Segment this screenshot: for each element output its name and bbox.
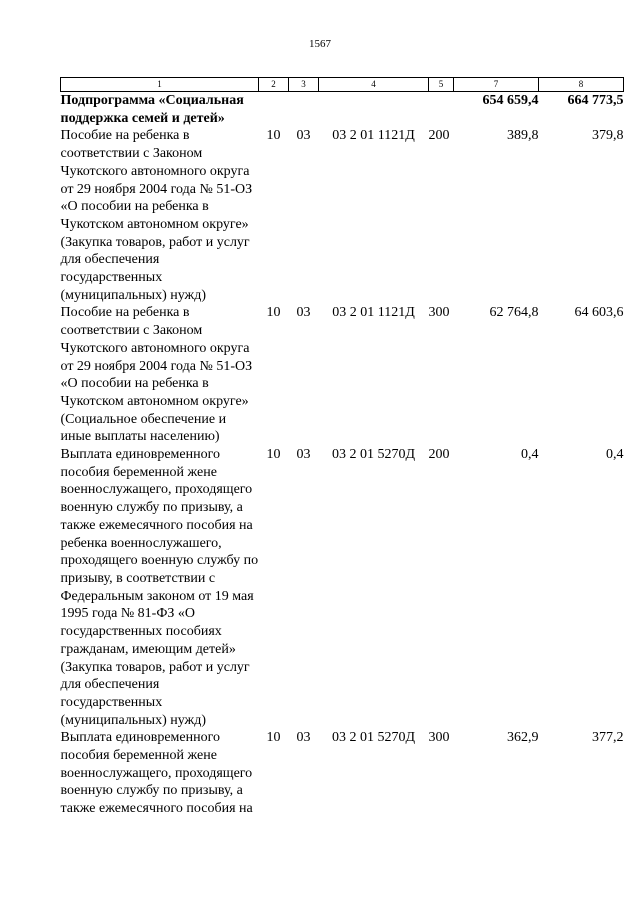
column-number-header-row <box>61 78 624 92</box>
column-header-8: 8 <box>539 78 624 92</box>
column-header-2: 2 <box>259 78 289 92</box>
row-name: Выплата единовременного пособия беременной жене военнослужащего, проходящего военную службу по призыву, а также ежемесячного пособия на ребенка военнослужашего, проходящего военную службу по призыву, в соответствии с Федеральным законом от 19 мая 1995 года № 81-ФЗ «О государственных пособиях гражданам, имеющим детей» (Закупка товаров, работ и услуг для обеспечения государственных (муниципальных) нужд) <box>60 447 259 728</box>
row-amount-col7: 362,9 <box>507 730 539 746</box>
row-section: 10 <box>266 730 281 746</box>
row-expense-type: 200 <box>428 128 450 144</box>
row-name: Пособие на ребенка в соответствии с Законом Чукотского автономного округа от 29 ноября 2004 года № 51-ОЗ «О пособии на ребенка в Чукотском автономном округе» (Социальное обеспечение и иные выплаты населению) <box>60 305 253 445</box>
row-expense-type: 300 <box>428 730 450 746</box>
row-expense-type: 300 <box>428 305 450 321</box>
row-name: Пособие на ребенка в соответствии с Законом Чукотского автономного округа от 29 ноября 2004 года № 51-ОЗ «О пособии на ребенка в Чукотском автономном округе» (Закупка товаров, работ и услуг для обеспечения государственных (муниципальных) нужд) <box>60 128 253 303</box>
table-row <box>61 304 624 446</box>
row-target-code: 03 2 01 1121Д <box>332 305 415 321</box>
row-name: Выплата единовременного пособия беременной жене военнослужащего, проходящего военную службу по призыву, а также ежемесячного пособия на <box>60 730 253 817</box>
row-target-code: 03 2 01 5270Д <box>331 730 416 746</box>
row-amount-col7: 389,8 <box>507 128 539 144</box>
row-expense-type <box>429 92 454 128</box>
row-target-code <box>319 92 429 128</box>
row-expense-type: 200 <box>428 447 450 463</box>
row-section <box>259 92 289 128</box>
row-section: 10 <box>266 128 281 144</box>
table-row <box>61 729 624 818</box>
row-subsection <box>289 92 319 128</box>
row-amount-col8: 379,8 <box>592 128 624 144</box>
table-row <box>61 446 624 729</box>
row-amount-col7: 0,4 <box>521 447 539 463</box>
row-target-code: 03 2 01 1121Д <box>332 128 415 144</box>
page-number: 1567 <box>309 38 331 50</box>
row-amount-col8: 64 603,6 <box>574 305 624 321</box>
column-header-4: 4 <box>319 78 429 92</box>
column-header-7: 7 <box>454 78 539 92</box>
budget-table <box>60 77 624 818</box>
table-row <box>61 127 624 304</box>
row-amount-col7: 654 659,4 <box>482 93 539 108</box>
row-subsection: 03 <box>296 128 311 144</box>
row-section: 10 <box>266 305 281 321</box>
row-amount-col8: 377,2 <box>592 730 624 746</box>
row-name: Подпрограмма «Социальная поддержка семей и детей» <box>60 93 244 126</box>
column-header-3: 3 <box>289 78 319 92</box>
row-section: 10 <box>266 447 281 463</box>
row-subsection: 03 <box>296 447 311 463</box>
column-header-1: 1 <box>61 78 259 92</box>
subprogram-row <box>61 92 624 128</box>
row-subsection: 03 <box>296 305 311 321</box>
row-amount-col8: 664 773,5 <box>567 93 624 108</box>
row-target-code: 03 2 01 5270Д <box>331 447 416 463</box>
row-amount-col8: 0,4 <box>606 447 624 463</box>
row-amount-col7: 62 764,8 <box>489 305 539 321</box>
row-subsection: 03 <box>296 730 311 746</box>
column-header-5: 5 <box>429 78 454 92</box>
